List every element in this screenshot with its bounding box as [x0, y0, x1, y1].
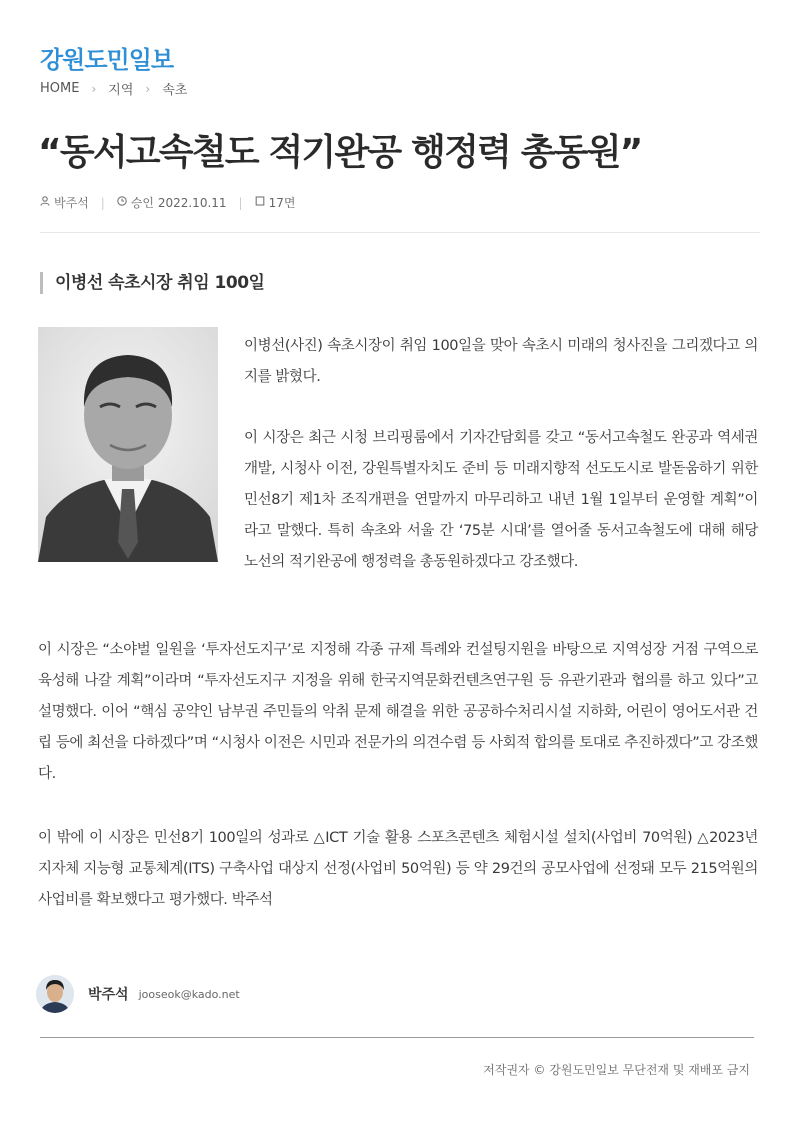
meta-author: 박주석 — [54, 196, 89, 210]
page-icon — [255, 196, 265, 209]
meta-page: 17면 — [268, 196, 296, 210]
breadcrumb — [40, 79, 187, 98]
chevron-right-icon: › — [145, 81, 151, 96]
article-paragraph: 이 밖에 이 시장은 민선8기 100일의 성과로 △ICT 기술 활용 스포츠콘텐츠 체험시설 설치(사업비 70억원) △2023년 지자체 지능형 교통체계(ITS) 구축사업 대상지 선정(사업비 50억원) 등 약 29건의 공모사업에 선정돼 모두 215억원의 사업비를 확보했다고 평가했다. 박주석 — [38, 830, 758, 908]
clock-icon — [117, 196, 127, 209]
reporter-email[interactable]: jooseok@kado.net — [138, 987, 240, 1001]
chevron-right-icon: › — [91, 81, 97, 96]
article-meta — [40, 194, 295, 211]
breadcrumb-home[interactable]: HOME — [40, 81, 80, 96]
article-paragraph: 이 시장은 “소야벌 일원을 ‘투자선도지구’로 지정해 각종 규제 특례와 컨설팅지원을 바탕으로 지역성장 거점 구역으로 육성해 나갈 계획”이라며 “투자선도지구 지정을 위해 한국지역문화컨텐츠연구원 등 유관기관과 협의를 하고 있다”고 설명했다. 이어 “핵심 공약인 남부권 주민들의 악취 문제 해결을 위한 공공하수처리시설 지하화, 어린이 영어도서관 건립 등에 최선을 다하겠다”며 “시청사 이전은 시민과 전문가의 의견수렴 등 사회적 합의를 토대로 추진하겠다”고 강조했다. — [38, 642, 758, 782]
reporter-byline — [36, 975, 240, 1013]
article-headline: “동서고속철도 적기완공 행정력 총동원” — [38, 132, 642, 173]
breadcrumb-sokcho[interactable]: 속초 — [162, 83, 188, 98]
meta-approved-date: 승인 2022.10.11 — [130, 196, 227, 210]
reporter-name[interactable]: 박주석 — [88, 987, 129, 1003]
avatar — [36, 975, 74, 1013]
article-paragraph: 이 시장은 최근 시청 브리핑룸에서 기자간담회를 갖고 “동서고속철도 완공과 역세권 개발, 시청사 이전, 강원특별자치도 준비 등 미래지향적 선도도시로 발돋움하기 위한 민선8기 제1차 조직개편을 연말까지 마무리하고 내년 1월 1일부터 운영할 계획”이라고 말했다. 특히 속초와 서울 간 ‘75분 시대’를 열어줄 동서고속철도에 대해 해당 노선의 적기완공에 행정력을 총동원하겠다고 강조했다. — [244, 430, 758, 570]
footer-divider — [40, 1037, 754, 1038]
breadcrumb-region[interactable]: 지역 — [108, 83, 134, 98]
site-logo[interactable]: 강원도민일보 — [40, 46, 174, 74]
meta-divider: | — [238, 195, 243, 210]
header-divider — [40, 232, 760, 233]
article-paragraph: 이병선(사진) 속초시장이 취임 100일을 맞아 속초시 미래의 청사진을 그리겠다고 의지를 밝혔다. — [244, 338, 758, 385]
copyright-notice: 저작권자 © 강원도민일보 무단전재 및 재배포 금지 — [483, 1063, 750, 1077]
mayor-photo — [38, 327, 218, 562]
person-icon — [40, 196, 50, 209]
article-subtitle: 이병선 속초시장 취임 100일 — [40, 272, 264, 294]
meta-divider: | — [100, 195, 105, 210]
